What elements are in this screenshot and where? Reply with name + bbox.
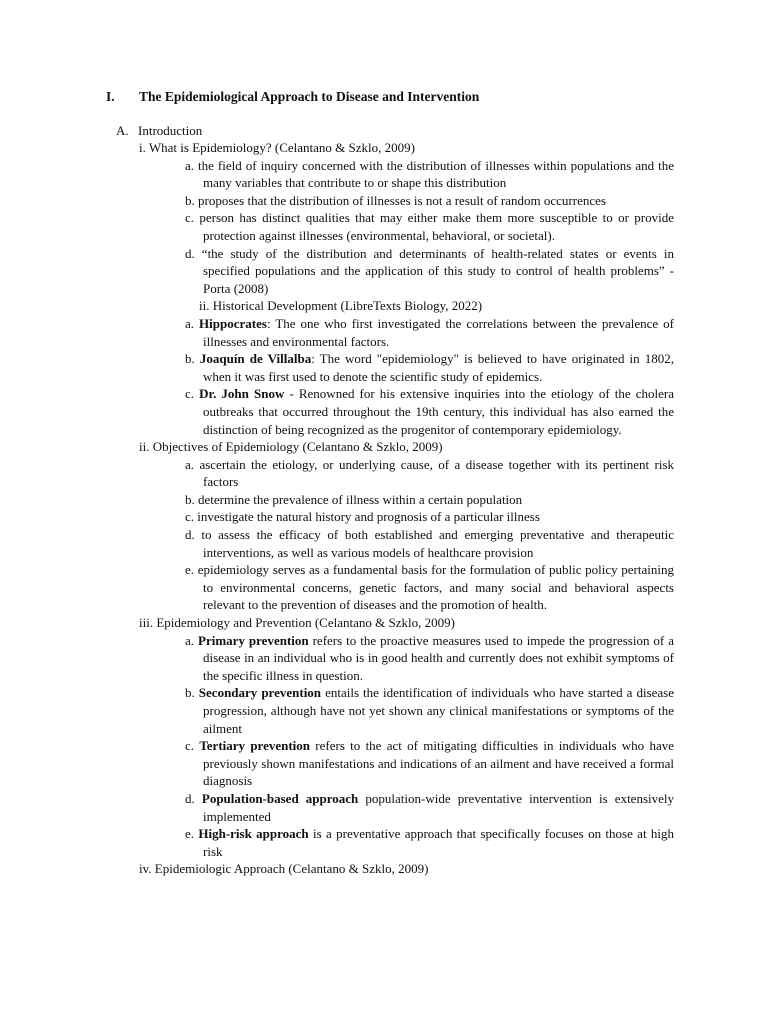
item-list xyxy=(139,456,674,614)
item-list xyxy=(139,157,674,298)
item-text: to assess the efficacy of both established and emerging preventative and therapeutic interventions, as well as various models of healthcare provision xyxy=(201,527,675,560)
item-text: the field of inquiry concerned with the distribution of illnesses within populations and the many variables that contribute to or shape this distribution xyxy=(198,157,675,191)
item-label: a. xyxy=(185,315,195,331)
list-item xyxy=(185,825,674,860)
list-item xyxy=(185,561,674,614)
list-item xyxy=(185,526,674,561)
item-term: Dr. John Snow xyxy=(199,386,285,402)
item-label: b. xyxy=(185,351,195,367)
item-term: Joaquín de Villalba xyxy=(199,351,312,367)
list-item xyxy=(185,350,674,385)
item-text: population-wide preventative intervention is extensively implemented xyxy=(203,790,675,824)
item-label: b. xyxy=(185,192,195,208)
item-label: c. xyxy=(185,210,195,226)
item-text: : The word "epidemiology" is believed to have originated in 1802, when it was first used to denote the scientific study of epidemics. xyxy=(203,351,674,384)
subsection-letter: A. xyxy=(116,123,129,138)
heading-title: The Epidemiological Approach to Disease and Intervention xyxy=(139,89,480,104)
item-text: - Renowned for his extensive inquiries into the etiology of the cholera outbreaks that occurred throughout the 19th century, this individual has also earned the distinction of being recognized as the progenitor of contemporary epidemiology. xyxy=(203,386,674,437)
subsection-title: ii. Objectives of Epidemiology (Celantano & Szklo, 2009) xyxy=(139,439,443,455)
item-label: d. xyxy=(185,790,195,806)
heading-number: I. xyxy=(106,89,115,104)
item-text: proposes that the distribution of illnesses is not a result of random occurrences xyxy=(198,192,606,208)
item-label: b. xyxy=(185,491,195,507)
outline-body xyxy=(139,139,674,878)
item-label: e. xyxy=(185,562,195,578)
subsection-title: iv. Epidemiologic Approach (Celantano & Szklo, 2009) xyxy=(139,861,429,877)
item-term: Tertiary prevention xyxy=(199,738,311,754)
item-text: entails the identification of individuals who have started a disease progression, although have not yet shown any clinical manifestations or symptoms of the ailment xyxy=(203,685,675,736)
item-label: c. xyxy=(185,738,195,754)
list-item xyxy=(185,790,674,825)
item-label: c. xyxy=(185,509,195,525)
subsection-title: i. What is Epidemiology? (Celantano & Szklo, 2009) xyxy=(139,140,415,155)
list-item xyxy=(185,209,674,244)
item-term: Primary prevention xyxy=(198,632,309,648)
item-label: e. xyxy=(185,826,195,842)
item-text: is a preventative approach that specifically focuses on those at high risk xyxy=(203,826,675,859)
item-label: c. xyxy=(185,386,195,402)
item-label: d. xyxy=(185,527,195,543)
list-item xyxy=(185,245,674,298)
subsection-heading xyxy=(116,122,202,140)
item-label: a. xyxy=(185,632,195,648)
subsection-title: Introduction xyxy=(138,123,203,138)
item-text: epidemiology serves as a fundamental basis for the formulation of public policy pertaining to environmental concerns, genetic factors, and many social and behavioral aspects relevant to the prevention of diseases and the promotion of health. xyxy=(197,562,674,613)
section-heading xyxy=(106,88,686,106)
item-text: refers to the proactive measures used to impede the progression of a disease in an individual who is in good health and currently does not exhibit symptoms of the specific illness in question. xyxy=(203,632,674,683)
subsection-title: iii. Epidemiology and Prevention (Celantano & Szklo, 2009) xyxy=(139,615,455,631)
list-item xyxy=(185,192,674,210)
list-item xyxy=(185,456,674,491)
item-term: Hippocrates xyxy=(199,315,267,331)
list-item xyxy=(185,491,674,509)
item-list xyxy=(139,632,674,861)
item-text: : The one who first investigated the correlations between the prevalence of illnesses and environmental factors. xyxy=(203,315,675,349)
subsection-title: ii. Historical Development (LibreTexts Biology, 2022) xyxy=(199,298,483,314)
list-item xyxy=(185,157,674,192)
item-label: d. xyxy=(185,245,195,261)
item-term: Population-based approach xyxy=(201,790,359,806)
list-item xyxy=(185,737,674,790)
item-text: “the study of the distribution and determinants of health-related states or events in specified populations and the application of this study to control of health problems” - Porta (2008) xyxy=(201,245,675,296)
item-text: person has distinct qualities that may either make them more susceptible to or provide protection against illnesses (environmental, behavioral, or societal). xyxy=(199,210,674,243)
item-text: ascertain the etiology, or underlying cause, of a disease together with its pertinent risk factors xyxy=(199,456,675,490)
item-label: a. xyxy=(185,157,195,173)
item-term: High-risk approach xyxy=(198,826,309,842)
item-text: determine the prevalence of illness within a certain population xyxy=(198,491,523,507)
list-item xyxy=(185,385,674,438)
list-item xyxy=(185,508,674,526)
list-item xyxy=(185,632,674,685)
item-text: investigate the natural history and prognosis of a particular illness xyxy=(197,509,540,525)
list-item xyxy=(185,684,674,737)
list-item xyxy=(185,315,674,350)
item-label: b. xyxy=(185,685,195,701)
item-term: Secondary prevention xyxy=(198,685,322,701)
item-text: refers to the act of mitigating difficulties in individuals who have previously shown manifestations and indications of an ailment and have received a formal diagnosis xyxy=(203,738,674,789)
item-label: a. xyxy=(185,456,195,472)
item-list xyxy=(139,315,674,438)
